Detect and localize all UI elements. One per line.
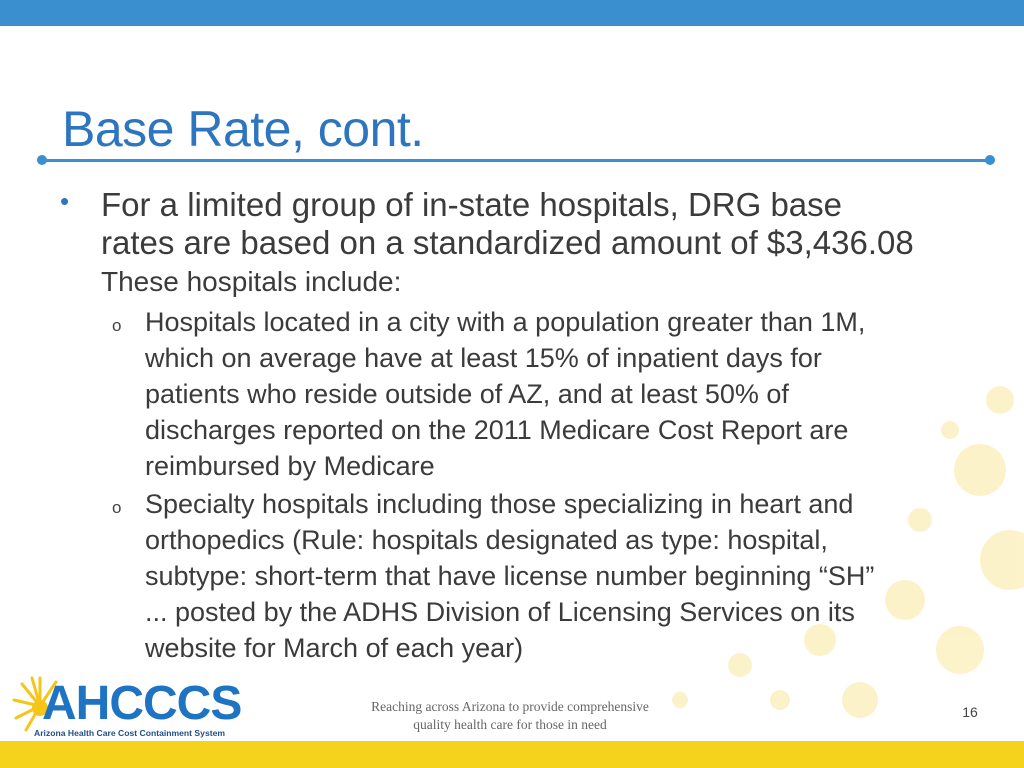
bullet-dot-icon: •: [60, 186, 70, 216]
ahcccs-logo: [10, 672, 250, 740]
logo-tagline: Arizona Health Care Cost Containment System: [34, 728, 226, 738]
title-underline-right-dot: [985, 155, 995, 165]
footer-tagline-line: quality health care for those in need: [413, 717, 607, 732]
sub-bullet-line: subtype: short-term that have license number beginning “SH”: [145, 561, 875, 591]
page-number: 16: [962, 704, 978, 720]
sub-bullet-marker-icon: o: [112, 316, 122, 335]
sub-bullet-marker-icon: o: [112, 498, 122, 517]
title-underline-left-dot: [37, 155, 47, 165]
footer-tagline-line: Reaching across Arizona to provide comprehensive: [371, 699, 649, 714]
sub-bullet-line: Hospitals located in a city with a population greater than 1M,: [145, 307, 866, 337]
title-underline: [42, 159, 990, 162]
bottom-accent-bar: [0, 741, 1024, 768]
sub-bullet-line: patients who reside outside of AZ, and at least 50% of: [145, 379, 789, 409]
sub-bullet-line: reimbursed by Medicare: [145, 451, 435, 481]
footer-tagline: [340, 698, 680, 734]
slide-title: Base Rate, cont.: [62, 101, 424, 157]
sub-bullet-line: ... posted by the ADHS Division of Licensing Services on its: [145, 597, 855, 627]
sub-bullet-line: orthopedics (Rule: hospitals designated as type: hospital,: [145, 525, 828, 555]
main-bullet-line: For a limited group of in-state hospitals, DRG base: [101, 186, 843, 223]
sub-bullet-line: website for March of each year): [145, 633, 524, 663]
sub-bullet-line: which on average have at least 15% of inpatient days for: [145, 343, 822, 373]
sub-bullet-line: discharges reported on the 2011 Medicare Cost Report are: [145, 415, 849, 445]
main-bullet-line: These hospitals include:: [101, 266, 402, 297]
main-bullet-line: rates are based on a standardized amount of $3,436.08: [101, 224, 914, 261]
sub-bullet-line: Specialty hospitals including those specializing in heart and: [145, 489, 854, 519]
logo-wordmark: AHCCCS: [42, 677, 242, 730]
